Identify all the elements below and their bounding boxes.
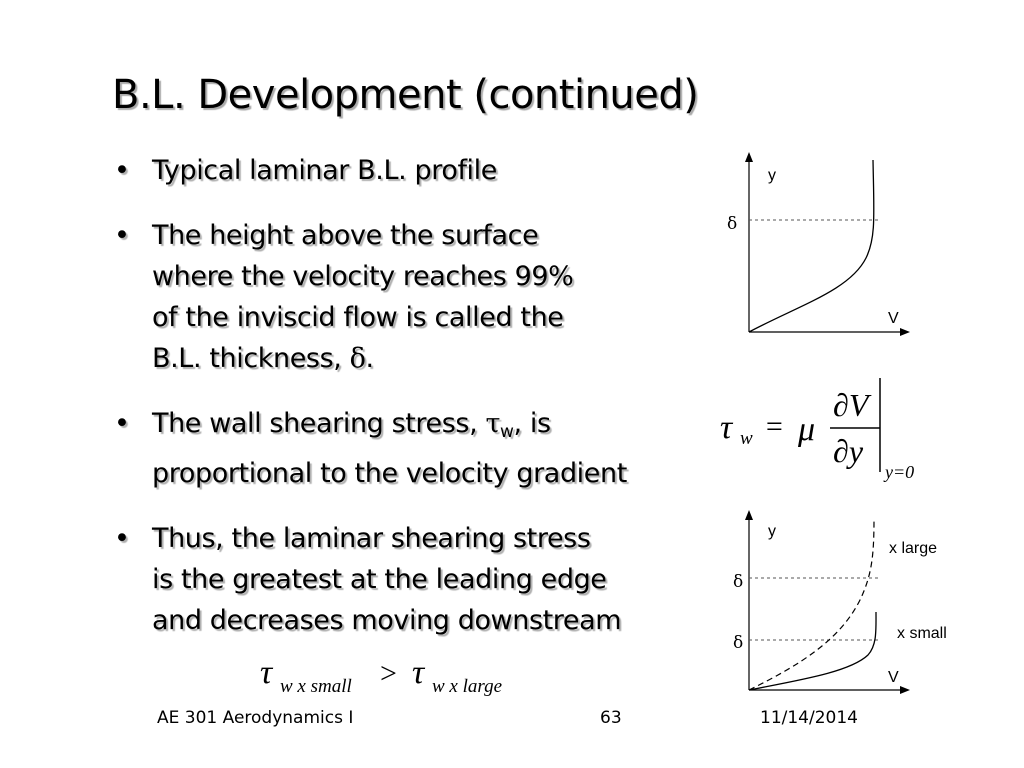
delta-lower-label: δ [733,633,744,653]
curve-x-large [749,518,874,690]
y-axis-label: y [768,523,776,540]
y-axis-arrow-icon [745,510,753,520]
bullet-dot-icon: • [114,155,130,186]
formula-tau: τ [720,409,733,446]
tau-symbol: τ [485,408,501,439]
formula-tau-subscript: w [740,428,753,449]
tau-subscript: w [500,422,514,442]
slide-title: B.L. Development (continued) [112,72,699,118]
bullet-dot-icon: • [114,220,130,251]
formula-denominator: ∂y [833,433,864,469]
delta-label: δ [727,214,738,234]
bullet-line: Typical laminar B.L. profile [152,155,497,186]
bullet-line: and decreases moving downstream [152,605,622,636]
formula-evaluation: y=0 [885,462,915,482]
top-profile-graph [727,152,910,336]
delta-symbol: δ [349,343,366,374]
bullet-line: of the inviscid flow is called the [152,302,564,333]
compare-tau-right: τ [412,654,425,691]
curve-x-small [749,612,876,690]
bullet-line: Thus, the laminar shearing stress [152,523,591,554]
bullet-dot-icon: • [114,408,130,439]
formula-mu: μ [798,411,816,448]
formula-numerator: ∂V [833,387,869,423]
bullet-line: The height above the surface [152,220,539,251]
compare-subscript-left: w x small [280,676,352,697]
bullet-line: proportional to the velocity gradient [152,458,627,489]
footer-course: AE 301 Aerodynamics I [157,708,354,728]
shear-comparison-formula [260,654,502,697]
compare-tau-left: τ [260,654,273,691]
formula-equals: = [764,410,785,443]
bullet-text: , is [513,408,551,439]
bullet-dot-icon: • [114,523,130,554]
bullet-text: . [365,343,374,374]
curve-x-small-label: x small [897,625,947,642]
bullet-line: is the greatest at the leading edge [152,564,607,595]
velocity-profile-curve [749,160,874,332]
curve-x-large-label: x large [889,540,938,557]
wall-shear-formula [720,378,914,482]
x-axis-arrow-icon [900,328,910,336]
compare-subscript-right: w x large [432,676,503,697]
delta-upper-label: δ [733,572,744,592]
y-axis-arrow-icon [745,152,753,162]
footer-page-number: 63 [600,708,622,728]
bullet-line: where the velocity reaches 99% [152,261,574,292]
compare-operator: > [380,657,397,690]
x-axis-label: V [888,669,899,686]
y-axis-label: y [768,167,776,184]
footer-date: 11/14/2014 [760,708,858,728]
x-axis-arrow-icon [900,686,910,694]
bottom-profile-graph [733,510,947,694]
x-axis-label: V [888,310,899,327]
bullet-text: B.L. thickness, [152,343,350,374]
bullet-text: The wall shearing stress, [152,408,486,439]
